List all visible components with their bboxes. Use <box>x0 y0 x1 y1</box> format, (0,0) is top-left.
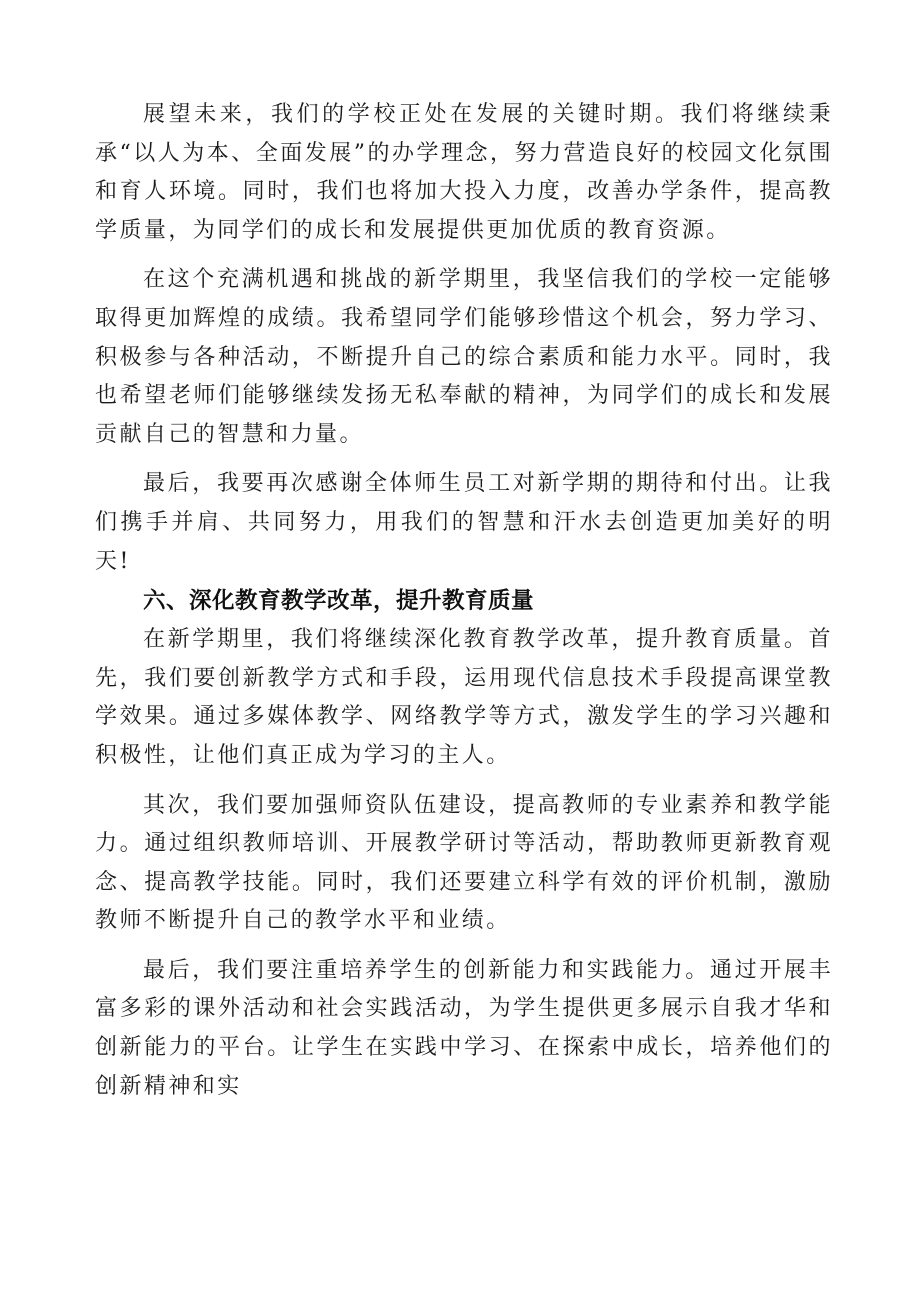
document-body <box>95 96 833 1106</box>
paragraph-teaching-reform: 在新学期里，我们将继续深化教育教学改革，提升教育质量。首先，我们要创新教学方式和手段，运用现代信息技术手段提高课堂教学效果。通过多媒体教学、网络教学等方式，激发学生的学习兴趣和积极性，让他们真正成为学习的主人。 <box>95 627 833 768</box>
paragraph-spacer <box>95 776 833 787</box>
paragraph-spacer <box>95 250 833 261</box>
paragraph-spacer <box>95 454 833 465</box>
paragraph-teacher-development: 其次，我们要加强师资队伍建设，提高教师的专业素养和教学能力。通过组织教师培训、开展教学研讨等活动，帮助教师更新教育观念、提高教学技能。同时，我们还要建立科学有效的评价机制，激励教师不断提升自己的教学水平和业绩。 <box>95 792 833 934</box>
paragraph-spacer <box>95 941 833 952</box>
paragraph-closing-thanks: 最后，我要再次感谢全体师生员工对新学期的期待和付出。让我们携手并肩、共同努力，用我们的智慧和汗水去创造更加美好的明天! <box>95 471 833 574</box>
paragraph-new-semester-hopes: 在这个充满机遇和挑战的新学期里，我坚信我们的学校一定能够取得更加辉煌的成绩。我希望同学们能够珍惜这个机会，努力学习、积极参与各种活动，不断提升自己的综合素质和能力水平。同时，我也希望老师们能够继续发扬无私奉献的精神，为同学们的成长和发展贡献自己的智慧和力量。 <box>95 267 833 447</box>
section-heading: 六、深化教育教学改革，提升教育质量 <box>143 588 535 615</box>
paragraph-student-innovation: 最后，我们要注重培养学生的创新能力和实践能力。通过开展丰富多彩的课外活动和社会实践活动，为学生提供更多展示自我才华和创新能力的平台。让学生在实践中学习、在探索中成长，培养他们的创新精神和实 <box>95 957 833 1099</box>
paragraph-future-outlook: 展望未来，我们的学校正处在发展的关键时期。我们将继续秉承“以人为本、全面发展”的办学理念，努力营造良好的校园文化氛围和育人环境。同时，我们也将加大投入力度，改善办学条件，提高教学质量，为同学们的成长和发展提供更加优质的教育资源。 <box>95 102 833 243</box>
